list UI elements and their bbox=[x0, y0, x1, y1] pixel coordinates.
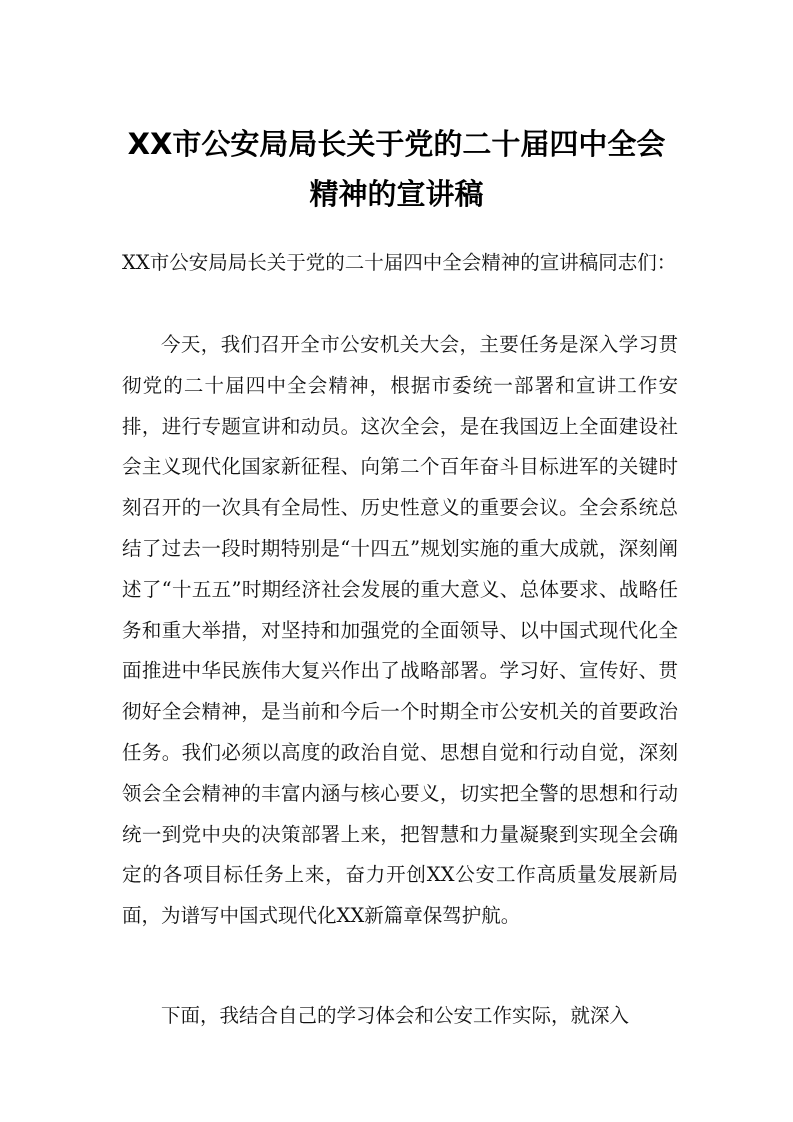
main-paragraph: 今天，我们召开全市公安机关大会，主要任务是深入学习贯彻党的二十届四中全会精神，根据市委统一部署和宣讲工作安排，进行专题宣讲和动员。这次全会，是在我国迈上全面建设社会主义现代化国家新征程、向第二个百年奋斗目标进军的关键时刻召开的一次具有全局性、历史性意义的重要会议。全会系统总结了过去一段时期特别是“十四五”规划实施的重大成就，深刻阐述了“十五五”时期经济社会发展的重大意义、总体要求、战略任务和重大举措，对坚持和加强党的全面领导、以中国式现代化全面推进中华民族伟大复兴作出了战略部署。学习好、宣传好、贯彻好全会精神，是当前和今后一个时期全市公安机关的首要政治任务。我们必须以高度的政治自觉、思想自觉和行动自觉，深刻领会全会精神的丰富内涵与核心要义，切实把全警的思想和行动统一到党中央的决策部署上来，把智慧和力量凝聚到实现全会确定的各项目标任务上来，奋力开创XX公安工作高质量发展新局面，为谱写中国式现代化XX新篇章保驾护航。 bbox=[122, 333, 678, 928]
document-title-line-1: XX市公安局局长关于党的二十届四中全会 bbox=[127, 127, 666, 161]
document-title-line-2: 精神的宣讲稿 bbox=[309, 177, 484, 211]
continuation-paragraph: 下面，我结合自己的学习体会和公安工作实际，就深入 bbox=[161, 1004, 630, 1027]
opening-paragraph: XX市公安局局长关于党的二十届四中全会精神的宣讲稿同志们： bbox=[122, 251, 677, 274]
